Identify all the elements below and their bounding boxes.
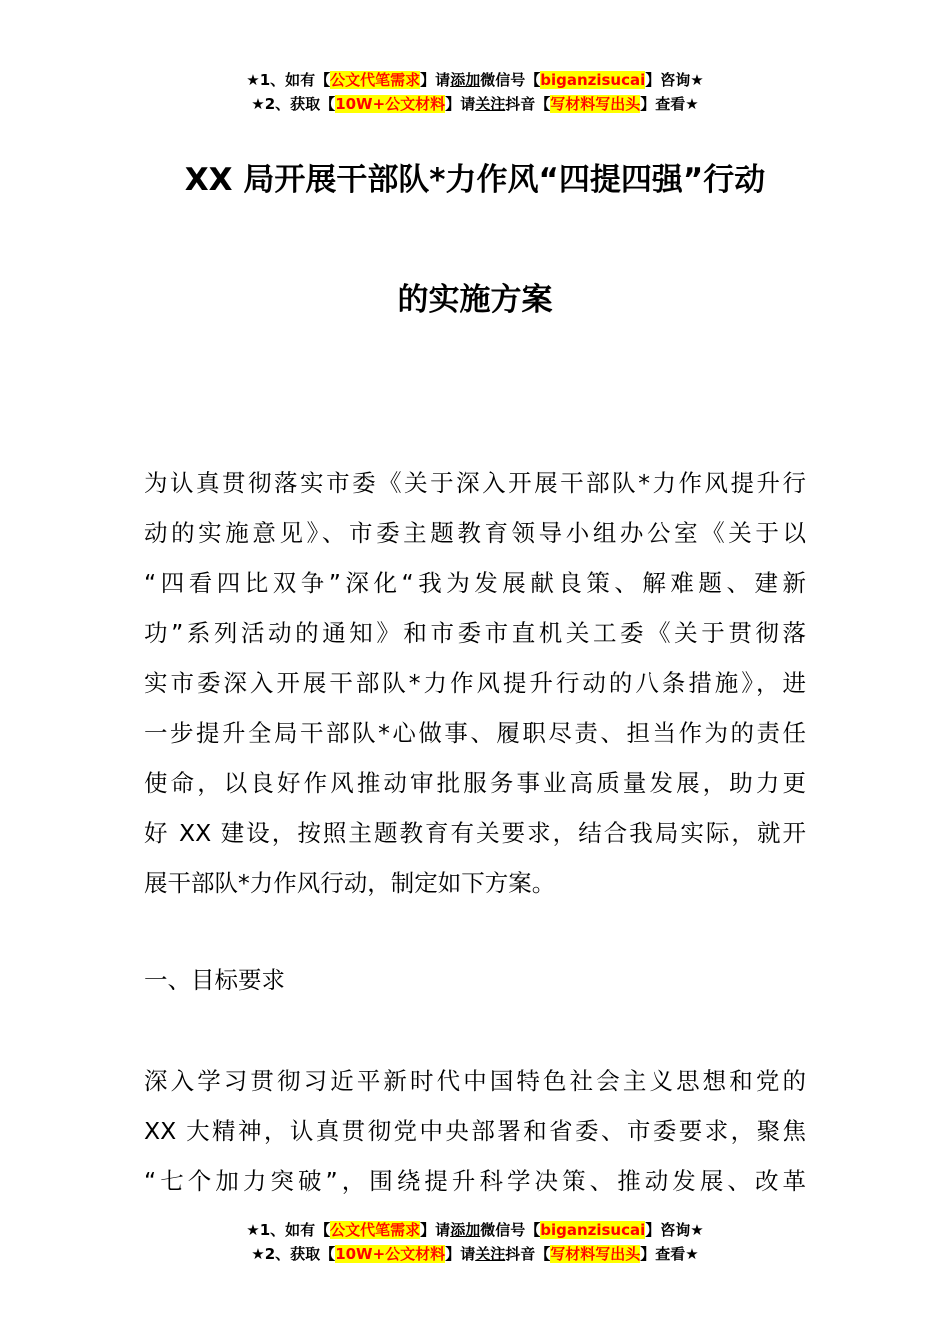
document-title-line-2: 的实施方案	[397, 282, 553, 318]
banner-highlight-materials: 10W+公文材料	[335, 1245, 446, 1263]
paragraph-line: “七个加力突破”，围绕提升科学决策、推动发展、改革	[144, 1167, 806, 1195]
top-banner	[0, 68, 950, 116]
paragraph-line: 为认真贯彻落实市委《关于深入开展干部队*力作风提升行	[144, 469, 806, 497]
banner-highlight-douyin: 写材料写出头	[550, 95, 641, 113]
banner-text: 】咨询★	[645, 71, 704, 89]
paragraph-line: 动的实施意见》、市委主题教育领导小组办公室《关于以	[144, 519, 806, 547]
banner-highlight-wechat-id: biganzisucai	[540, 71, 646, 89]
paragraph-line: 一步提升全局干部队*心做事、履职尽责、担当作为的责任	[144, 719, 806, 747]
paragraph-line: 深入学习贯彻习近平新时代中国特色社会主义思想和党的	[144, 1067, 806, 1095]
section-heading-text: 一、目标要求	[144, 966, 285, 994]
banner-text: ★2、获取【	[251, 1245, 336, 1263]
banner-highlight-wechat-id: biganzisucai	[540, 1221, 646, 1239]
document-title-line-1: XX 局开展干部队*力作风“四提四强”行动	[184, 162, 766, 198]
banner-highlight-service: 公文代笔需求	[330, 71, 421, 89]
banner-text: ★1、如有【	[246, 1221, 331, 1239]
banner-line-1	[0, 68, 950, 92]
banner-text: ★2、获取【	[251, 95, 336, 113]
paragraph-line: 展干部队*力作风行动，制定如下方案。	[144, 869, 556, 897]
banner-text: ★1、如有【	[246, 71, 331, 89]
banner-text: 微信号【	[480, 1221, 541, 1239]
banner-text: 】请	[445, 1245, 476, 1263]
banner-emphasis: 关注	[475, 1245, 506, 1263]
paragraph-line: 实市委深入开展干部队*力作风提升行动的八条措施》，进	[144, 669, 806, 697]
paragraph-intro	[144, 458, 806, 908]
banner-text: 微信号【	[480, 71, 541, 89]
banner-emphasis: 添加	[450, 71, 481, 89]
banner-text: 】请	[420, 71, 451, 89]
banner-line-1	[0, 1218, 950, 1242]
paragraph-line: 使命，以良好作风推动审批服务事业高质量发展，助力更	[144, 769, 806, 797]
banner-text: 抖音【	[505, 1245, 551, 1263]
banner-text: 】查看★	[640, 95, 699, 113]
banner-highlight-douyin: 写材料写出头	[550, 1245, 641, 1263]
paragraph-line: 功”系列活动的通知》和市委市直机关工委《关于贯彻落	[144, 619, 806, 647]
banner-text: 】咨询★	[645, 1221, 704, 1239]
banner-text: 抖音【	[505, 95, 551, 113]
paragraph-line: XX 大精神，认真贯彻党中央部署和省委、市委要求，聚焦	[144, 1117, 806, 1145]
bottom-banner	[0, 1218, 950, 1266]
banner-highlight-materials: 10W+公文材料	[335, 95, 446, 113]
paragraph-line: 好 XX 建设，按照主题教育有关要求，结合我局实际，就开	[144, 819, 806, 847]
banner-emphasis: 添加	[450, 1221, 481, 1239]
banner-text: 】查看★	[640, 1245, 699, 1263]
banner-text: 】请	[445, 95, 476, 113]
banner-highlight-service: 公文代笔需求	[330, 1221, 421, 1239]
section-heading-goals	[144, 955, 806, 1005]
banner-line-2	[0, 1242, 950, 1266]
banner-text: 】请	[420, 1221, 451, 1239]
paragraph-goals	[144, 1056, 806, 1206]
banner-line-2	[0, 92, 950, 116]
paragraph-line: “四看四比双争”深化“我为发展献良策、解难题、建新	[144, 569, 806, 597]
banner-emphasis: 关注	[475, 95, 506, 113]
